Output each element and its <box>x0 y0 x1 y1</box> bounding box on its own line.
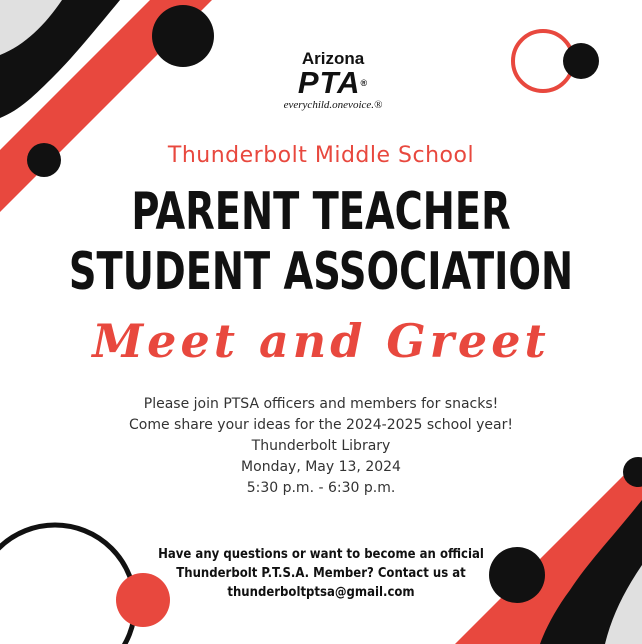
event-title: Meet and Greet <box>92 314 550 368</box>
arizona-pta-logo <box>266 50 400 124</box>
bottom-right-black-dot-large <box>489 547 545 603</box>
top-black-dot <box>152 5 214 67</box>
logo-tagline: everychild.onevoice.® <box>283 99 383 111</box>
details-line-2: Come share your ideas for the 2024-2025 school year! <box>128 417 513 433</box>
bottom-left-black-ring <box>0 525 135 644</box>
school-name: Thunderbolt Middle School <box>167 143 475 168</box>
contact-line-2: Thunderbolt P.T.S.A. Member? Contact us at <box>176 566 466 581</box>
event-details <box>0 394 642 499</box>
event-location: Thunderbolt Library <box>251 438 391 454</box>
top-right-black-dot <box>563 43 599 79</box>
event-time: 5:30 p.m. - 6:30 p.m. <box>246 480 396 496</box>
contact-block <box>150 545 492 602</box>
logo-pta: PTA® <box>297 65 369 100</box>
event-date: Monday, May 13, 2024 <box>241 459 401 475</box>
contact-line-1: Have any questions or want to become an official <box>158 547 484 562</box>
title-line-2: STUDENT ASSOCIATION <box>68 242 574 302</box>
logo-state: Arizona <box>301 49 365 68</box>
details-line-1: Please join PTSA officers and members for snacks! <box>143 396 499 412</box>
contact-email[interactable]: thunderboltptsa@gmail.com <box>227 585 415 600</box>
title-line-1: PARENT TEACHER <box>131 182 511 242</box>
